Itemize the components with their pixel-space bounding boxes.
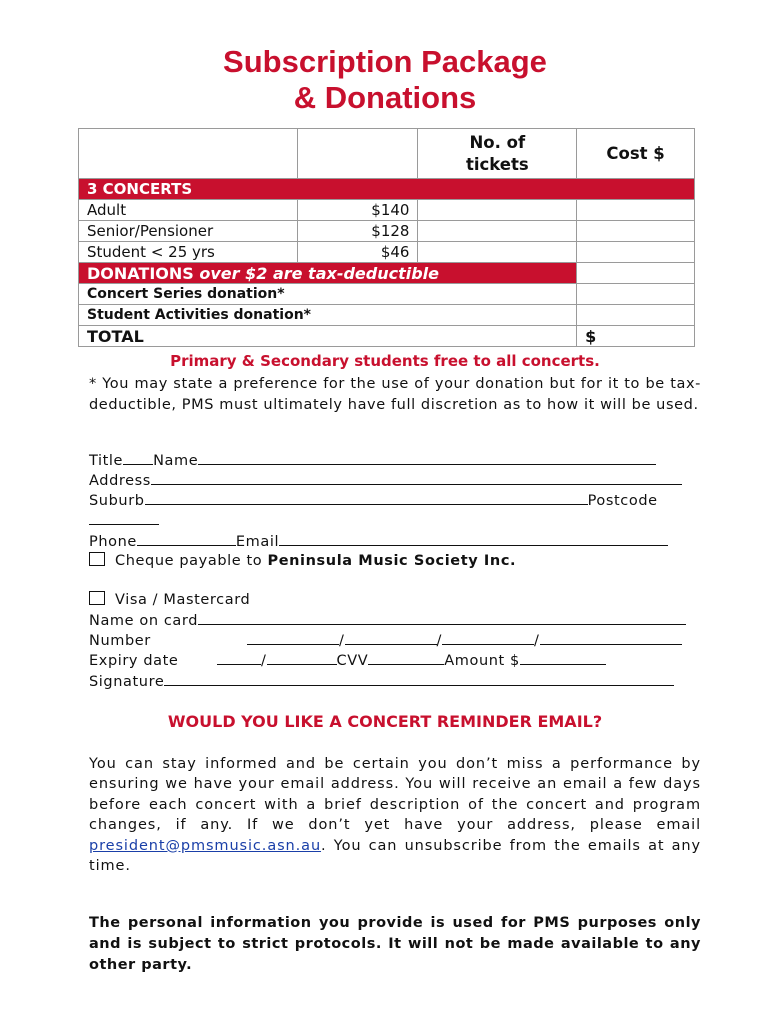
cost-cell-student[interactable] <box>577 242 695 263</box>
visa-row <box>89 591 695 608</box>
table-row <box>79 284 695 305</box>
expiry-month-field[interactable] <box>217 651 261 665</box>
student-donation-amount[interactable] <box>577 305 695 326</box>
cheque-label: Cheque payable to <box>115 553 263 569</box>
postcode-row <box>89 511 695 529</box>
concerts-section-row <box>79 179 695 200</box>
cheque-row <box>89 552 695 569</box>
suburb-label: Suburb <box>89 493 145 509</box>
cost-cell-senior[interactable] <box>577 221 695 242</box>
concert-donation-label: Concert Series donation* <box>79 284 577 305</box>
phone-field[interactable] <box>137 532 236 546</box>
total-label: TOTAL <box>79 326 577 347</box>
visa-checkbox[interactable] <box>89 591 105 605</box>
concerts-section-label: 3 CONCERTS <box>79 179 695 200</box>
postcode-field[interactable] <box>89 511 159 525</box>
tickets-header: No. of tickets <box>418 129 577 179</box>
total-amount[interactable]: $ <box>577 326 695 347</box>
address-field[interactable] <box>151 471 682 485</box>
primary-students-note: Primary & Secondary students free to all concerts. <box>170 352 600 370</box>
address-label: Address <box>89 473 151 489</box>
phone-label: Phone <box>89 534 137 550</box>
pricing-table <box>78 128 695 347</box>
table-row <box>79 200 695 221</box>
expiry-year-field[interactable] <box>267 651 337 665</box>
card-number-field[interactable] <box>247 631 339 645</box>
row-price: $46 <box>297 242 418 263</box>
tickets-cell-student[interactable] <box>418 242 577 263</box>
privacy-statement: The personal information you provide is used for PMS purposes only and is subject to strict protocols. It will not be made available to any other party. <box>89 915 701 973</box>
title-field[interactable] <box>123 451 153 465</box>
table-row <box>79 221 695 242</box>
signature-row <box>89 672 695 690</box>
cheque-payee: Peninsula Music Society Inc. <box>267 553 517 569</box>
donations-section-row <box>79 263 695 284</box>
suburb-row <box>89 491 695 509</box>
title-line-2: & Donations <box>293 80 477 115</box>
name-on-card-label: Name on card <box>89 613 199 629</box>
table-header-row <box>79 129 695 179</box>
row-price: $140 <box>297 200 418 221</box>
name-on-card-field[interactable] <box>198 611 686 625</box>
amount-label: Amount $ <box>444 653 520 669</box>
row-label: Adult <box>79 200 298 221</box>
donations-note: over $2 are tax-deductible <box>199 263 440 283</box>
reminder-paragraph <box>89 754 701 876</box>
number-label: Number <box>89 633 151 649</box>
email-field[interactable] <box>279 532 668 546</box>
page-title <box>0 44 770 116</box>
cvv-label: CVV <box>336 653 369 669</box>
row-price: $128 <box>297 221 418 242</box>
cost-cell-adult[interactable] <box>577 200 695 221</box>
row-label: Senior/Pensioner <box>79 221 298 242</box>
reminder-text-end: . You can unsubscribe from the emails at any time. <box>89 837 701 875</box>
reminder-heading: WOULD YOU LIKE A CONCERT REMINDER EMAIL? <box>167 712 603 731</box>
postcode-label: Postcode <box>587 493 658 509</box>
email-label: Email <box>235 534 280 550</box>
reminder-text: You can stay informed and be certain you don’t miss a performance by ensuring we have your email address. You will receive an email a few days before each concert with a brief description of the concert and program changes, if any. If we don’t yet have your address, please email <box>89 756 701 834</box>
tickets-cell-adult[interactable] <box>418 200 577 221</box>
signature-label: Signature <box>89 674 165 690</box>
president-email-link[interactable]: president@pmsmusic.asn.au <box>89 837 322 854</box>
table-row <box>79 305 695 326</box>
phone-email-row <box>89 532 695 550</box>
total-row <box>79 326 695 347</box>
cvv-field[interactable] <box>368 651 444 665</box>
visa-label: Visa / Mastercard <box>115 592 251 608</box>
tickets-cell-senior[interactable] <box>418 221 577 242</box>
expiry-label: Expiry date <box>89 653 179 669</box>
title-name-row <box>89 451 695 469</box>
name-on-card-row <box>89 611 695 629</box>
card-number-row: Number / / / <box>89 631 695 649</box>
amount-field[interactable] <box>520 651 606 665</box>
student-donation-label: Student Activities donation* <box>79 305 577 326</box>
name-label: Name <box>153 453 199 469</box>
cost-header: Cost $ <box>577 129 695 179</box>
donation-footnote: * You may state a preference for the use of your donation but for it to be tax-deductible, PMS must ultimately have full discretion as to how it will be used. <box>89 376 701 413</box>
name-field[interactable] <box>198 451 656 465</box>
table-row <box>79 242 695 263</box>
donations-section-label: DONATIONS over $2 are tax-deductible <box>79 263 577 284</box>
cheque-checkbox[interactable] <box>89 552 105 566</box>
row-label: Student < 25 yrs <box>79 242 298 263</box>
title-line-1: Subscription Package <box>223 44 547 79</box>
suburb-field[interactable] <box>145 491 588 505</box>
title-label: Title <box>89 453 124 469</box>
address-row <box>89 471 695 489</box>
concert-donation-amount[interactable] <box>577 284 695 305</box>
expiry-row: Expiry date / CVV Amount $ <box>89 651 695 669</box>
signature-field[interactable] <box>164 672 674 686</box>
